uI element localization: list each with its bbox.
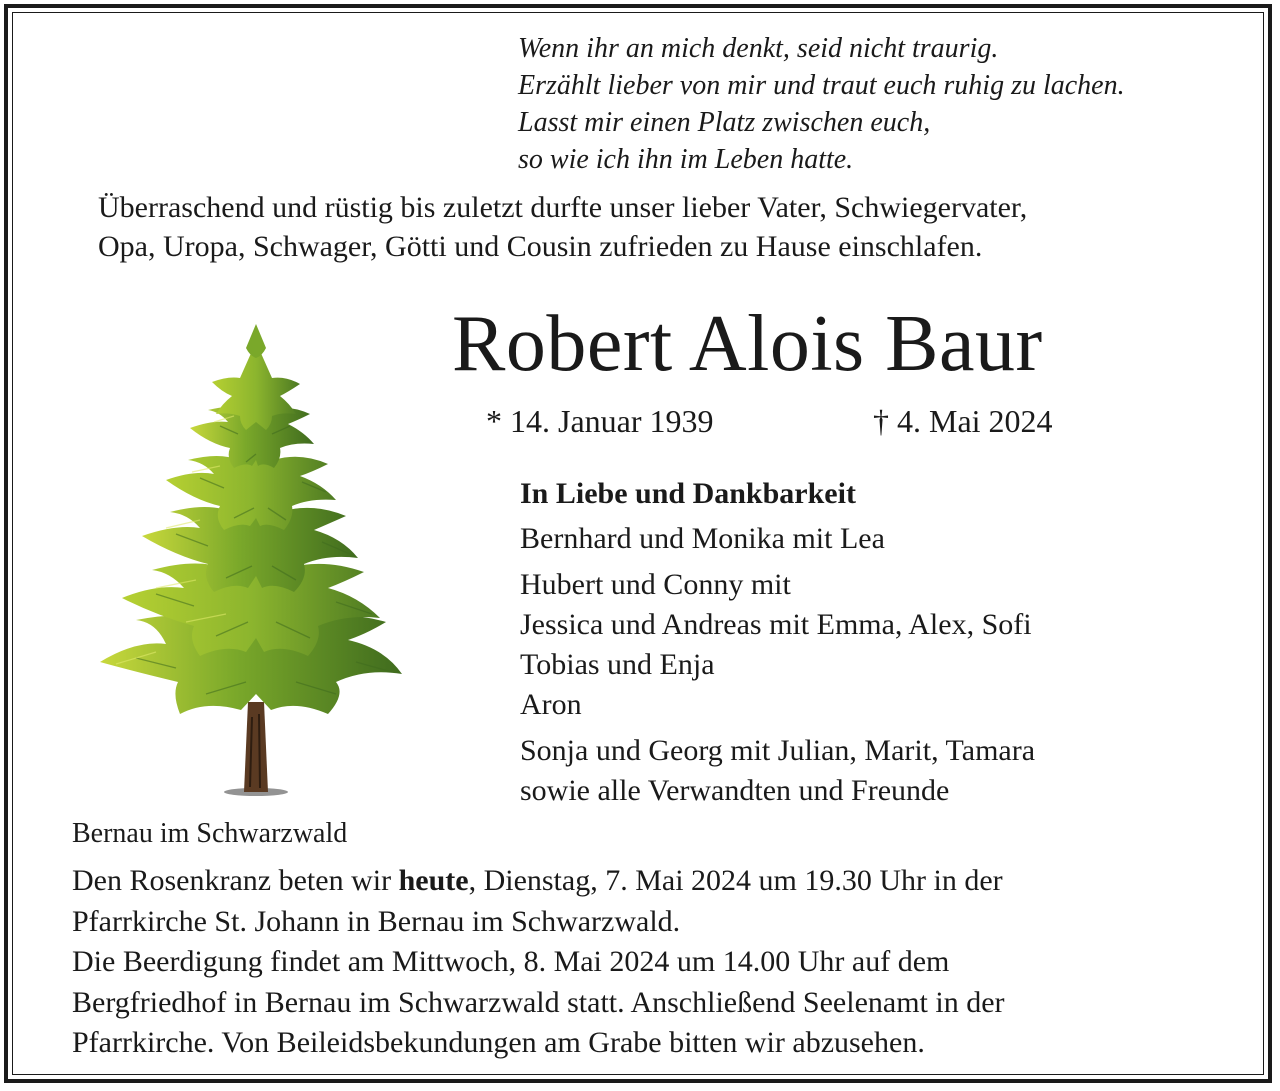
family-line: Bernhard und Monika mit Lea [520,522,885,555]
service-details [72,861,1252,1064]
family-line: sowie alle Verwandten und Freunde [520,774,950,807]
birth-date: * 14. Januar 1939 [486,403,714,439]
details-line: Die Beerdigung findet am Mittwoch, 8. Mai 2024 um 14.00 Uhr auf dem [72,945,950,978]
death-date: † 4. Mai 2024 [873,403,1053,439]
family-heading: In Liebe und Dankbarkeit [520,477,856,510]
details-emphasis: heute [398,864,469,897]
family-line: Sonja und Georg mit Julian, Marit, Tamara [520,734,1036,767]
poem-line: so wie ich ihn im Leben hatte. [518,144,854,175]
details-text: , Dienstag, 7. Mai 2024 um 19.30 Uhr in der [468,864,1003,897]
family-line: Jessica und Andreas mit Emma, Alex, Sofi [520,608,1032,641]
family-list [520,474,1035,811]
poem-line: Wenn ihr an mich denkt, seid nicht traurig. [518,33,999,64]
spruce-tree-icon [96,322,406,800]
intro-line: Opa, Uropa, Schwager, Götti und Cousin zufrieden zu Hause einschlafen. [98,230,983,263]
family-line: Hubert und Conny mit [520,568,791,601]
poem [518,30,1125,178]
place-label: Bernau im Schwarzwald [72,818,348,849]
family-line: Aron [520,688,582,721]
deceased-name: Robert Alois Baur [452,300,1043,388]
details-text: Den Rosenkranz beten wir [72,864,399,897]
details-line: Pfarrkirche. Von Beileidsbekundungen am Grabe bitten wir abzusehen. [72,1026,925,1059]
poem-line: Lasst mir einen Platz zwischen euch, [518,107,931,138]
details-line: Bergfriedhof in Bernau im Schwarzwald statt. Anschließend Seelenamt in der [72,985,1005,1019]
family-line: Tobias und Enja [520,648,715,681]
details-line [72,861,1252,902]
poem-line: Erzählt lieber von mir und traut euch ruhig zu lachen. [518,70,1125,101]
details-line: Pfarrkirche St. Johann in Bernau im Schwarzwald. [72,904,681,938]
intro-text [98,188,1238,266]
intro-line: Überraschend und rüstig bis zuletzt durfte unser lieber Vater, Schwiegervater, [98,191,1028,224]
